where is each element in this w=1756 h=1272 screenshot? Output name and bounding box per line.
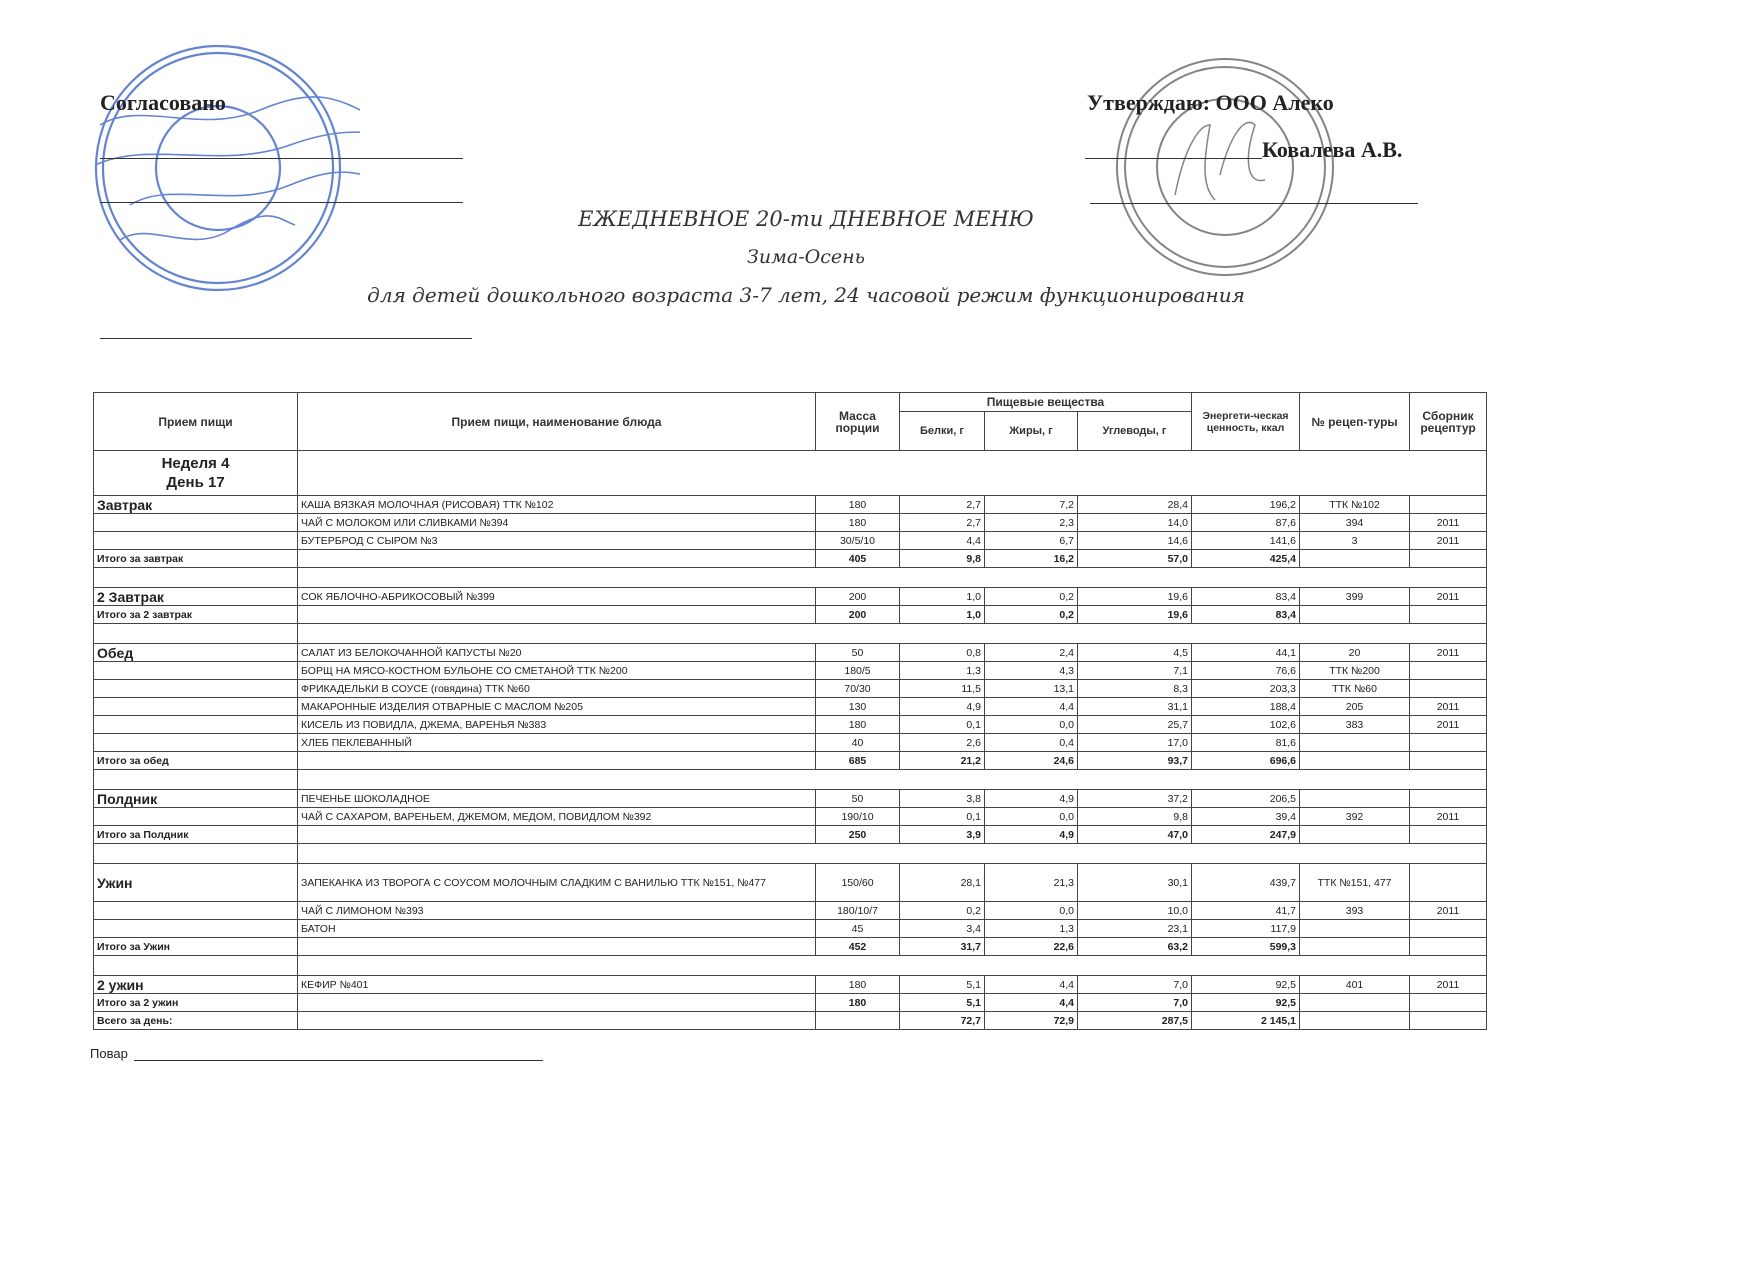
collection-cell (1410, 826, 1487, 844)
protein-cell: 2,7 (900, 514, 985, 532)
protein-cell: 3,8 (900, 790, 985, 808)
fat-cell: 16,2 (985, 550, 1078, 568)
energy-cell: 92,5 (1192, 976, 1300, 994)
recipe-cell: ТТК №60 (1300, 680, 1410, 698)
collection-cell (1410, 1012, 1487, 1030)
carbs-cell: 4,5 (1078, 644, 1192, 662)
table-row (94, 680, 1487, 698)
protein-cell: 11,5 (900, 680, 985, 698)
energy-cell: 2 145,1 (1192, 1012, 1300, 1030)
energy-cell: 196,2 (1192, 496, 1300, 514)
header-protein: Белки, г (900, 412, 985, 451)
collection-cell (1410, 920, 1487, 938)
recipe-cell: ТТК №102 (1300, 496, 1410, 514)
carbs-cell: 47,0 (1078, 826, 1192, 844)
protein-cell: 2,7 (900, 496, 985, 514)
mass-cell: 180 (816, 514, 900, 532)
dish-cell: ФРИКАДЕЛЬКИ В СОУСЕ (говядина) ТТК №60 (298, 680, 816, 698)
energy-cell: 425,4 (1192, 550, 1300, 568)
carbs-cell: 10,0 (1078, 902, 1192, 920)
meal-cell: Полдник (94, 790, 298, 808)
mass-cell: 180/5 (816, 662, 900, 680)
dish-cell: ПЕЧЕНЬЕ ШОКОЛАДНОЕ (298, 790, 816, 808)
mass-cell: 180 (816, 976, 900, 994)
dish-cell (298, 938, 816, 956)
energy-cell: 439,7 (1192, 864, 1300, 902)
total-row (94, 550, 1487, 568)
dish-cell: ЗАПЕКАНКА ИЗ ТВОРОГА С СОУСОМ МОЛОЧНЫМ СЛАДКИМ С ВАНИЛЬЮ ТТК №151, №477 (298, 864, 816, 902)
spacer-row (94, 770, 1487, 790)
recipe-cell: 399 (1300, 588, 1410, 606)
protein-cell: 4,4 (900, 532, 985, 550)
mass-cell: 452 (816, 938, 900, 956)
spacer-row (94, 568, 1487, 588)
week-day-cell (94, 451, 298, 496)
meal-cell: Всего за день: (94, 1012, 298, 1030)
meal-cell: Итого за 2 ужин (94, 994, 298, 1012)
right-signatory: Ковалева А.В. (1262, 137, 1403, 162)
table-row (94, 698, 1487, 716)
table-row (94, 808, 1487, 826)
energy-cell: 41,7 (1192, 902, 1300, 920)
energy-cell: 39,4 (1192, 808, 1300, 826)
protein-cell: 2,6 (900, 734, 985, 752)
energy-cell: 599,3 (1192, 938, 1300, 956)
week-label: Неделя 4 (161, 455, 230, 472)
empty-cell (94, 956, 298, 976)
dish-cell: БОРЩ НА МЯСО-КОСТНОМ БУЛЬОНЕ СО СМЕТАНОЙ ТТК №200 (298, 662, 816, 680)
mass-cell: 405 (816, 550, 900, 568)
protein-cell: 31,7 (900, 938, 985, 956)
meal-cell (94, 734, 298, 752)
collection-cell (1410, 994, 1487, 1012)
mass-cell: 180 (816, 716, 900, 734)
empty-cell (94, 844, 298, 864)
signature-line (1090, 203, 1418, 204)
protein-cell: 1,0 (900, 606, 985, 624)
fat-cell: 4,3 (985, 662, 1078, 680)
meal-cell: Итого за Полдник (94, 826, 298, 844)
menu-table (93, 392, 1487, 1030)
fat-cell: 0,0 (985, 808, 1078, 826)
energy-cell: 83,4 (1192, 606, 1300, 624)
recipe-cell (1300, 790, 1410, 808)
dish-cell (298, 994, 816, 1012)
collection-cell (1410, 864, 1487, 902)
meal-cell: 2 Завтрак (94, 588, 298, 606)
empty-cell (298, 624, 1487, 644)
protein-cell: 9,8 (900, 550, 985, 568)
mass-cell: 685 (816, 752, 900, 770)
recipe-cell (1300, 752, 1410, 770)
table-row (94, 976, 1487, 994)
dish-cell (298, 550, 816, 568)
recipe-cell (1300, 734, 1410, 752)
collection-cell (1410, 496, 1487, 514)
day-label: День 17 (166, 474, 225, 491)
mass-cell: 70/30 (816, 680, 900, 698)
mass-cell: 180/10/7 (816, 902, 900, 920)
protein-cell: 0,8 (900, 644, 985, 662)
recipe-cell (1300, 826, 1410, 844)
meal-cell (94, 662, 298, 680)
carbs-cell: 7,1 (1078, 662, 1192, 680)
fat-cell: 2,3 (985, 514, 1078, 532)
meal-cell (94, 808, 298, 826)
table-row (94, 864, 1487, 902)
energy-cell: 206,5 (1192, 790, 1300, 808)
fat-cell: 0,4 (985, 734, 1078, 752)
energy-cell: 44,1 (1192, 644, 1300, 662)
protein-cell: 21,2 (900, 752, 985, 770)
protein-cell: 5,1 (900, 994, 985, 1012)
recipe-cell (1300, 550, 1410, 568)
mass-cell: 200 (816, 606, 900, 624)
fat-cell: 72,9 (985, 1012, 1078, 1030)
carbs-cell: 28,4 (1078, 496, 1192, 514)
spacer-row (94, 956, 1487, 976)
meal-cell (94, 698, 298, 716)
header-fat: Жиры, г (985, 412, 1078, 451)
total-row (94, 994, 1487, 1012)
fat-cell: 0,2 (985, 606, 1078, 624)
meal-cell (94, 532, 298, 550)
fat-cell: 7,2 (985, 496, 1078, 514)
mass-cell: 200 (816, 588, 900, 606)
fat-cell: 22,6 (985, 938, 1078, 956)
energy-cell: 87,6 (1192, 514, 1300, 532)
energy-cell: 92,5 (1192, 994, 1300, 1012)
meal-cell: Итого за Ужин (94, 938, 298, 956)
fat-cell: 6,7 (985, 532, 1078, 550)
carbs-cell: 14,6 (1078, 532, 1192, 550)
energy-cell: 83,4 (1192, 588, 1300, 606)
recipe-cell (1300, 920, 1410, 938)
meal-cell (94, 716, 298, 734)
protein-cell: 3,4 (900, 920, 985, 938)
fat-cell: 4,4 (985, 698, 1078, 716)
spacer-row (94, 624, 1487, 644)
fat-cell: 4,9 (985, 790, 1078, 808)
energy-cell: 247,9 (1192, 826, 1300, 844)
carbs-cell: 19,6 (1078, 588, 1192, 606)
energy-cell: 76,6 (1192, 662, 1300, 680)
dish-cell: БАТОН (298, 920, 816, 938)
meal-cell: Завтрак (94, 496, 298, 514)
total-row (94, 752, 1487, 770)
meal-cell: Обед (94, 644, 298, 662)
collection-cell (1410, 680, 1487, 698)
total-row (94, 826, 1487, 844)
fat-cell: 0,0 (985, 716, 1078, 734)
total-row (94, 606, 1487, 624)
header-recipe: № рецеп-туры (1300, 393, 1410, 451)
recipe-cell (1300, 938, 1410, 956)
collection-cell (1410, 752, 1487, 770)
signature-line (100, 202, 463, 203)
mass-cell: 150/60 (816, 864, 900, 902)
table-row (94, 532, 1487, 550)
protein-cell: 3,9 (900, 826, 985, 844)
protein-cell: 0,1 (900, 716, 985, 734)
total-row (94, 1012, 1487, 1030)
carbs-cell: 8,3 (1078, 680, 1192, 698)
carbs-cell: 37,2 (1078, 790, 1192, 808)
collection-cell (1410, 662, 1487, 680)
collection-cell: 2011 (1410, 902, 1487, 920)
energy-cell: 117,9 (1192, 920, 1300, 938)
collection-cell: 2011 (1410, 716, 1487, 734)
energy-cell: 188,4 (1192, 698, 1300, 716)
fat-cell: 13,1 (985, 680, 1078, 698)
dish-cell (298, 752, 816, 770)
collection-cell (1410, 938, 1487, 956)
collection-cell (1410, 550, 1487, 568)
empty-cell (94, 568, 298, 588)
collection-cell (1410, 734, 1487, 752)
carbs-cell: 7,0 (1078, 976, 1192, 994)
signature-line (100, 338, 472, 339)
meal-cell: Ужин (94, 864, 298, 902)
energy-cell: 203,3 (1192, 680, 1300, 698)
collection-cell (1410, 606, 1487, 624)
recipe-cell: 20 (1300, 644, 1410, 662)
collection-cell: 2011 (1410, 698, 1487, 716)
collection-cell: 2011 (1410, 976, 1487, 994)
table-row (94, 716, 1487, 734)
dish-cell: ХЛЕБ ПЕКЛЕВАННЫЙ (298, 734, 816, 752)
carbs-cell: 287,5 (1078, 1012, 1192, 1030)
dish-cell: СОК ЯБЛОЧНО-АБРИКОСОВЫЙ №399 (298, 588, 816, 606)
empty-cell (94, 770, 298, 790)
recipe-cell: 401 (1300, 976, 1410, 994)
collection-cell: 2011 (1410, 514, 1487, 532)
collection-cell: 2011 (1410, 532, 1487, 550)
dish-cell: МАКАРОННЫЕ ИЗДЕЛИЯ ОТВАРНЫЕ С МАСЛОМ №205 (298, 698, 816, 716)
meal-cell: Итого за 2 завтрак (94, 606, 298, 624)
recipe-cell (1300, 606, 1410, 624)
right-approval-label: Утверждаю: ООО Алеко (1087, 90, 1334, 115)
header-meal: Прием пищи (94, 393, 298, 451)
header-dish: Прием пищи, наименование блюда (298, 393, 816, 451)
meal-cell (94, 920, 298, 938)
dish-cell: КЕФИР №401 (298, 976, 816, 994)
carbs-cell: 7,0 (1078, 994, 1192, 1012)
recipe-cell: 205 (1300, 698, 1410, 716)
dish-cell: САЛАТ ИЗ БЕЛОКОЧАННОЙ КАПУСТЫ №20 (298, 644, 816, 662)
fat-cell: 1,3 (985, 920, 1078, 938)
table-row (94, 734, 1487, 752)
fat-cell: 0,2 (985, 588, 1078, 606)
mass-cell: 45 (816, 920, 900, 938)
cook-label: Повар (90, 1046, 128, 1061)
dish-cell: КАША ВЯЗКАЯ МОЛОЧНАЯ (РИСОВАЯ) ТТК №102 (298, 496, 816, 514)
header-nutrients: Пищевые вещества (900, 393, 1192, 412)
carbs-cell: 14,0 (1078, 514, 1192, 532)
carbs-cell: 23,1 (1078, 920, 1192, 938)
mass-cell: 130 (816, 698, 900, 716)
recipe-cell: ТТК №200 (1300, 662, 1410, 680)
recipe-cell: ТТК №151, 477 (1300, 864, 1410, 902)
mass-cell: 250 (816, 826, 900, 844)
dish-cell (298, 1012, 816, 1030)
dish-cell (298, 606, 816, 624)
empty-cell (94, 624, 298, 644)
meal-cell: Итого за обед (94, 752, 298, 770)
fat-cell: 4,4 (985, 976, 1078, 994)
carbs-cell: 31,1 (1078, 698, 1192, 716)
recipe-cell (1300, 994, 1410, 1012)
carbs-cell: 63,2 (1078, 938, 1192, 956)
carbs-cell: 25,7 (1078, 716, 1192, 734)
collection-cell: 2011 (1410, 588, 1487, 606)
dish-cell: ЧАЙ С МОЛОКОМ ИЛИ СЛИВКАМИ №394 (298, 514, 816, 532)
collection-cell: 2011 (1410, 808, 1487, 826)
fat-cell: 0,0 (985, 902, 1078, 920)
fat-cell: 21,3 (985, 864, 1078, 902)
table-row (94, 790, 1487, 808)
header-collection: Сборник рецептур (1410, 393, 1487, 451)
signature-line (100, 158, 463, 159)
table-row (94, 514, 1487, 532)
mass-cell: 30/5/10 (816, 532, 900, 550)
table-row (94, 902, 1487, 920)
fat-cell: 4,9 (985, 826, 1078, 844)
week-day-row (94, 451, 1487, 496)
protein-cell: 0,2 (900, 902, 985, 920)
protein-cell: 0,1 (900, 808, 985, 826)
spacer-row (94, 844, 1487, 864)
table-row (94, 920, 1487, 938)
meal-cell: 2 ужин (94, 976, 298, 994)
dish-cell: ЧАЙ С ЛИМОНОМ №393 (298, 902, 816, 920)
empty-cell (298, 451, 1487, 496)
empty-cell (298, 568, 1487, 588)
dish-cell (298, 826, 816, 844)
recipe-cell: 392 (1300, 808, 1410, 826)
meal-cell: Итого за завтрак (94, 550, 298, 568)
fat-cell: 2,4 (985, 644, 1078, 662)
empty-cell (298, 844, 1487, 864)
protein-cell: 1,3 (900, 662, 985, 680)
recipe-cell: 383 (1300, 716, 1410, 734)
mass-cell: 40 (816, 734, 900, 752)
signature-line (1085, 158, 1262, 159)
carbs-cell: 93,7 (1078, 752, 1192, 770)
recipe-cell: 394 (1300, 514, 1410, 532)
carbs-cell: 30,1 (1078, 864, 1192, 902)
fat-cell: 24,6 (985, 752, 1078, 770)
dish-cell: КИСЕЛЬ ИЗ ПОВИДЛА, ДЖЕМА, ВАРЕНЬЯ №383 (298, 716, 816, 734)
mass-cell: 180 (816, 496, 900, 514)
protein-cell: 1,0 (900, 588, 985, 606)
carbs-cell: 17,0 (1078, 734, 1192, 752)
protein-cell: 28,1 (900, 864, 985, 902)
cook-signature-line (134, 1060, 543, 1061)
dish-cell: ЧАЙ С САХАРОМ, ВАРЕНЬЕМ, ДЖЕМОМ, МЕДОМ, ПОВИДЛОМ №392 (298, 808, 816, 826)
meal-cell (94, 514, 298, 532)
table-row (94, 496, 1487, 514)
mass-cell: 50 (816, 644, 900, 662)
table-row (94, 588, 1487, 606)
table-row (94, 644, 1487, 662)
mass-cell: 50 (816, 790, 900, 808)
collection-cell: 2011 (1410, 644, 1487, 662)
meal-cell (94, 902, 298, 920)
energy-cell: 81,6 (1192, 734, 1300, 752)
energy-cell: 141,6 (1192, 532, 1300, 550)
mass-cell: 180 (816, 994, 900, 1012)
table-row (94, 662, 1487, 680)
meal-cell (94, 680, 298, 698)
empty-cell (298, 770, 1487, 790)
mass-cell (816, 1012, 900, 1030)
header-mass: Масса порции (816, 393, 900, 451)
season-subtitle: Зима-Осень (747, 246, 865, 268)
mass-cell: 190/10 (816, 808, 900, 826)
recipe-cell: 393 (1300, 902, 1410, 920)
left-approval-label: Согласовано (100, 90, 226, 115)
carbs-cell: 19,6 (1078, 606, 1192, 624)
energy-cell: 696,6 (1192, 752, 1300, 770)
energy-cell: 102,6 (1192, 716, 1300, 734)
collection-cell (1410, 790, 1487, 808)
dish-cell: БУТЕРБРОД С СЫРОМ №3 (298, 532, 816, 550)
recipe-cell (1300, 1012, 1410, 1030)
header-energy: Энергети-ческая ценность, ккал (1192, 393, 1300, 451)
carbs-cell: 9,8 (1078, 808, 1192, 826)
protein-cell: 72,7 (900, 1012, 985, 1030)
page-title: ЕЖЕДНЕВНОЕ 20-ти ДНЕВНОЕ МЕНЮ (578, 207, 1034, 231)
header-carbs: Углеводы, г (1078, 412, 1192, 451)
recipe-cell: 3 (1300, 532, 1410, 550)
carbs-cell: 57,0 (1078, 550, 1192, 568)
protein-cell: 5,1 (900, 976, 985, 994)
fat-cell: 4,4 (985, 994, 1078, 1012)
total-row (94, 938, 1487, 956)
empty-cell (298, 956, 1487, 976)
protein-cell: 4,9 (900, 698, 985, 716)
audience-subtitle: для детей дошкольного возраста 3-7 лет, 24 часовой режим функционирования (367, 283, 1245, 307)
